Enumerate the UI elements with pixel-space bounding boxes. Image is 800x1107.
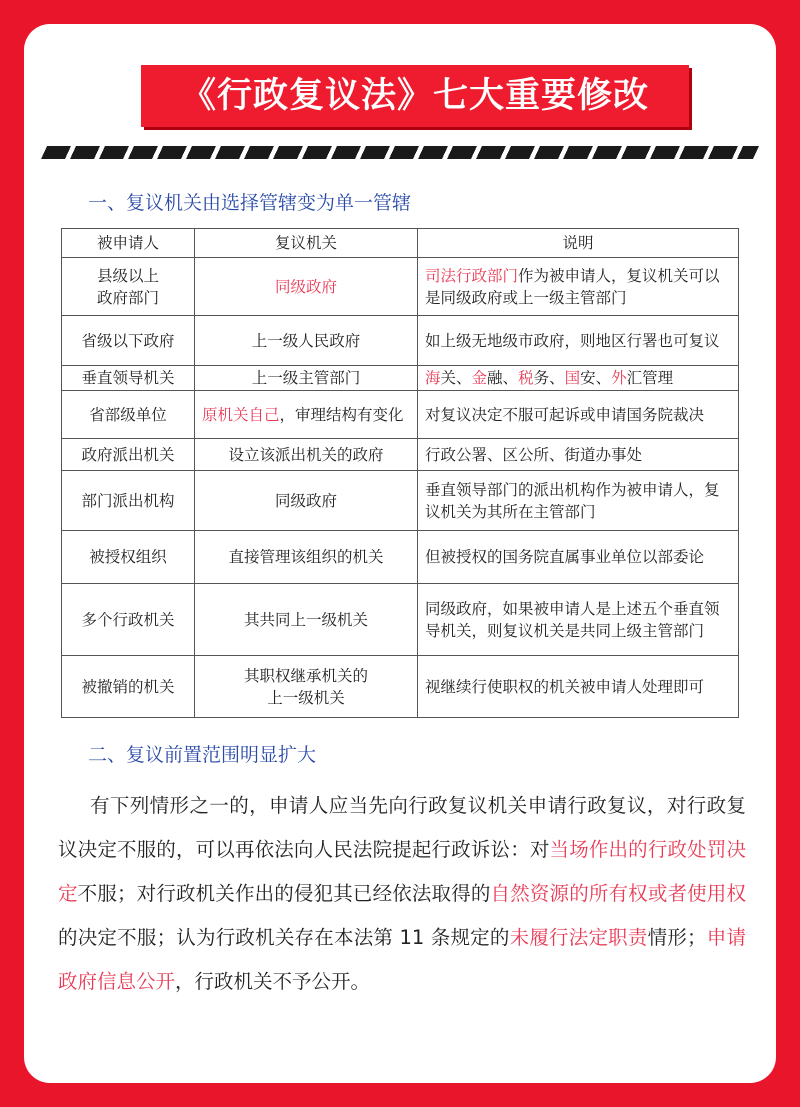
cell-respondent (62, 316, 195, 366)
cell-text: 对复议决定不服可起诉或申请国务院裁决 (425, 405, 705, 424)
cell-organ (195, 531, 418, 584)
paragraph-text: 的决定不服；认为行政机关存在本法第 11 条规定的 (58, 926, 510, 949)
section2-paragraph (58, 784, 746, 1004)
highlight-text: 外 (611, 369, 627, 387)
cell-organ (195, 391, 418, 439)
cell-respondent (62, 366, 195, 391)
table-row (62, 656, 739, 718)
cell-organ (195, 471, 418, 531)
table-row (62, 584, 739, 656)
respondent-text: 多个行政机关 (81, 610, 175, 629)
respondent-text: 被撤销的机关 (81, 677, 175, 696)
cell-organ (195, 366, 418, 391)
cell-respondent (62, 439, 195, 471)
cell-note (418, 531, 739, 584)
respondent-text: 垂直领导机关 (81, 369, 175, 387)
header-note: 说明 (418, 229, 739, 258)
cell-respondent (62, 471, 195, 531)
cell-text: 设立该派出机关的政府 (228, 445, 384, 464)
header-organ: 复议机关 (195, 229, 418, 258)
table-row (62, 366, 739, 391)
cell-text: 但被授权的国务院直属事业单位以部委论 (425, 548, 705, 566)
respondent-text: 县级以上 (96, 266, 159, 285)
cell-respondent (62, 656, 195, 718)
page-title: 《行政复议法》七大重要修改 (141, 65, 689, 127)
paragraph-text: 有下列情形之一的，申请人应当先向行政复议机关申请行政复议，对行政复议决定不服的，可以再依法向人民法院提起行政诉讼：对 (58, 794, 746, 861)
highlight-text: 同级政府 (274, 277, 337, 296)
cell-respondent (62, 258, 195, 316)
respondent-text: 省级以下政府 (81, 331, 175, 350)
respondent-text: 省部级单位 (89, 405, 167, 424)
cell-text: 垂直领导部门的派出机构作为被申请人，复议机关为其所在主管部门 (425, 480, 720, 521)
cell-text: 关、 (440, 369, 472, 387)
respondent-text: 被授权组织 (89, 548, 167, 566)
highlight-text: 未履行法定职责 (509, 926, 648, 949)
cell-organ (195, 258, 418, 316)
highlight-text: 原机关自己 (202, 405, 280, 424)
cell-text: 直接管理该组织的机关 (228, 548, 384, 566)
section1-title: 一、复议机关由选择管辖变为单一管辖 (88, 192, 412, 214)
respondent-text: 政府派出机关 (81, 445, 175, 464)
cell-note (418, 471, 739, 531)
cell-note (418, 366, 739, 391)
highlight-text: 税 (518, 369, 534, 387)
highlight-text: 申请政府信息公开 (58, 926, 746, 993)
cell-text: 同级政府，如果被申请人是上述五个垂直领导机关，则复议机关是共同上级主管部门 (425, 599, 720, 640)
jurisdiction-table (61, 228, 739, 718)
table-header-row (62, 229, 739, 258)
cell-respondent (62, 391, 195, 439)
table-row (62, 471, 739, 531)
cell-respondent (62, 584, 195, 656)
cell-text: 同级政府 (274, 491, 337, 510)
paragraph-text: ，行政机关不予公开。 (175, 970, 371, 993)
cell-note (418, 258, 739, 316)
cell-text: 上一级人民政府 (251, 331, 361, 350)
table-row (62, 391, 739, 439)
table-row (62, 439, 739, 471)
cell-text: 如上级无地级市政府，则地区行署也可复议 (425, 331, 720, 350)
cell-text: 汇管理 (626, 369, 674, 387)
highlight-text: 自然资源的所有权或者使用权 (490, 882, 746, 905)
paragraph-text: 不服；对行政机关作出的侵犯其已经依法取得的 (77, 882, 491, 905)
cell-note (418, 391, 739, 439)
cell-text: 行政公署、区公所、街道办事处 (425, 445, 643, 464)
highlight-text: 司法行政部门 (425, 266, 519, 285)
table-row (62, 531, 739, 584)
respondent-text: 政府部门 (96, 288, 159, 307)
cell-note (418, 584, 739, 656)
cell-respondent (62, 531, 195, 584)
cell-text: ，审理结构有变化 (279, 405, 404, 424)
cell-organ (195, 316, 418, 366)
cell-text: 作为被申请人，复议机关可以是同级政府或上一级主管部门 (425, 266, 720, 307)
cell-note (418, 316, 739, 366)
paragraph-text: 情形； (647, 926, 707, 949)
cell-text: 其共同上一级机关 (243, 610, 368, 629)
table-row (62, 258, 739, 316)
cell-text: 上一级主管部门 (251, 369, 361, 387)
cell-note (418, 439, 739, 471)
header-respondent: 被申请人 (62, 229, 195, 258)
cell-organ (195, 656, 418, 718)
respondent-text: 部门派出机构 (81, 491, 175, 510)
cell-text: 上一级机关 (267, 688, 345, 707)
cell-text: 务、 (533, 369, 565, 387)
table-row (62, 316, 739, 366)
highlight-text: 海 (425, 369, 441, 387)
cell-organ (195, 584, 418, 656)
cell-note (418, 656, 739, 718)
highlight-text: 当场作出的行政处罚决定 (58, 838, 746, 905)
cell-text: 安、 (580, 369, 612, 387)
highlight-text: 金 (471, 369, 488, 387)
stripe-divider (41, 146, 759, 159)
section2-title: 二、复议前置范围明显扩大 (88, 744, 317, 766)
cell-text: 其职权继承机关的 (243, 666, 368, 685)
cell-text: 视继续行使职权的机关被申请人处理即可 (425, 677, 705, 696)
highlight-text: 国 (564, 369, 581, 387)
cell-organ (195, 439, 418, 471)
cell-text: 融、 (487, 369, 519, 387)
